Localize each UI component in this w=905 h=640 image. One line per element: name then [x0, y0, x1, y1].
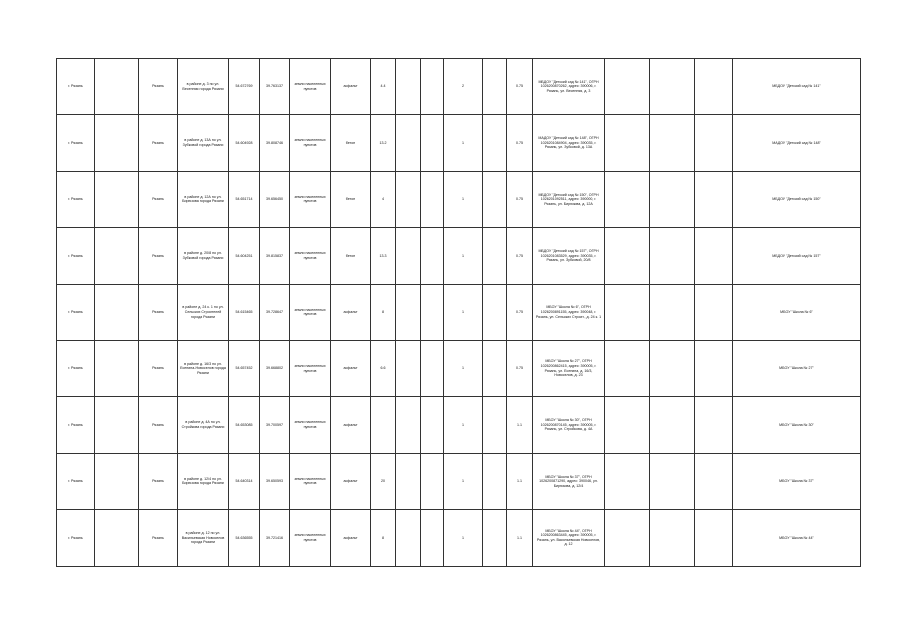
cell-empty	[695, 284, 733, 340]
cell-empty	[650, 453, 695, 509]
cell-area: 4.4	[371, 59, 396, 115]
cell-area: 6.6	[371, 340, 396, 396]
cell-empty	[483, 284, 507, 340]
cell-location: в районе д. 13А по ул. Зубковой города Рязани	[178, 115, 229, 171]
cell-empty	[95, 171, 139, 227]
cell-settlement: Рязань	[139, 510, 178, 566]
table-row	[57, 510, 861, 566]
cell-longitude: 39.815837	[260, 228, 290, 284]
cell-longitude: 39.650593	[260, 453, 290, 509]
table-row	[57, 340, 861, 396]
cell-waste-sources: МБОУ "Школа № 37"	[733, 453, 861, 509]
cell-area: 8	[371, 510, 396, 566]
cell-waste-sources: МБОУ "Школа № 44"	[733, 510, 861, 566]
table-row	[57, 284, 861, 340]
cell-surface: асфальт	[331, 340, 371, 396]
cell-settlement: Рязань	[139, 115, 178, 171]
cell-city: г. Рязань	[57, 59, 95, 115]
cell-empty	[421, 115, 444, 171]
cell-land-category: земли населенных пунктов	[290, 171, 331, 227]
cell-owner: МБОУ "Школа № 30", ОГРН 1026200870145, адрес: 390005, г. Рязань, ул. Стройкова, д. 4А	[533, 397, 605, 453]
cell-empty	[396, 59, 421, 115]
cell-surface: бетон	[331, 171, 371, 227]
cell-empty	[396, 171, 421, 227]
cell-surface: асфальт	[331, 453, 371, 509]
cell-owner: МБОУ "Школа № 27", ОГРН 1026200862415, адрес: 390005, г. Рязань, ул. Есенина, д. 16/3, Новоселов, д. 23	[533, 340, 605, 396]
cell-empty	[421, 59, 444, 115]
cell-area: 20	[371, 453, 396, 509]
cell-container-count: 1	[444, 171, 483, 227]
cell-longitude: 39.668802	[260, 340, 290, 396]
cell-empty	[421, 510, 444, 566]
cell-location: в районе д. 3 по ул. Весенняя города Рязани	[178, 59, 229, 115]
cell-empty	[483, 453, 507, 509]
cell-empty	[95, 115, 139, 171]
cell-longitude: 39.721416	[260, 510, 290, 566]
cell-empty	[483, 228, 507, 284]
cell-settlement: Рязань	[139, 228, 178, 284]
cell-empty	[483, 340, 507, 396]
cell-owner: МБОУ "Школа № 44", ОГРН 1026200863445, адрес: 390005, г. Рязань, ул. Васильевская Новоселов, д. 12	[533, 510, 605, 566]
cell-surface: бетон	[331, 115, 371, 171]
cell-area: 13.3	[371, 228, 396, 284]
waste-sites-table	[56, 58, 861, 567]
cell-empty	[605, 59, 650, 115]
cell-settlement: Рязань	[139, 171, 178, 227]
cell-empty	[650, 510, 695, 566]
cell-location: в районе д. 4А по ул. Стройкова города Рязани	[178, 397, 229, 453]
cell-empty	[605, 453, 650, 509]
table-row	[57, 397, 861, 453]
cell-location: в районе д. 16/3 по ул. Есенина-Новоселов города Рязани	[178, 340, 229, 396]
cell-waste-sources: МБДОУ "Детский сад № 150"	[733, 171, 861, 227]
cell-owner: МАДОУ "Детский сад № 148", ОГРН 1026201084904, адрес: 390035, г. Рязань, ул. Зубковой, д. 13А	[533, 115, 605, 171]
cell-container-volume: 0.75	[507, 340, 533, 396]
cell-location: в районе д. 12 по ул. Васильевская Новоселов города Рязани	[178, 510, 229, 566]
cell-longitude: 39.700597	[260, 397, 290, 453]
cell-land-category: земли населенных пунктов	[290, 115, 331, 171]
cell-location: в районе д. 20/8 по ул. Зубковой города Рязани	[178, 228, 229, 284]
cell-empty	[396, 284, 421, 340]
cell-empty	[650, 397, 695, 453]
cell-container-count: 1	[444, 228, 483, 284]
cell-empty	[95, 510, 139, 566]
cell-surface: асфальт	[331, 397, 371, 453]
cell-empty	[396, 228, 421, 284]
cell-land-category: земли населенных пунктов	[290, 59, 331, 115]
cell-empty	[396, 397, 421, 453]
cell-empty	[421, 340, 444, 396]
cell-empty	[396, 115, 421, 171]
cell-container-volume: 0.75	[507, 228, 533, 284]
cell-longitude: 39.763137	[260, 59, 290, 115]
cell-empty	[695, 228, 733, 284]
cell-empty	[695, 510, 733, 566]
cell-land-category: земли населенных пунктов	[290, 228, 331, 284]
cell-empty	[650, 115, 695, 171]
cell-empty	[605, 510, 650, 566]
cell-empty	[605, 284, 650, 340]
cell-empty	[650, 228, 695, 284]
cell-location: в районе д. 12А по ул. Бирюзова города Рязани	[178, 171, 229, 227]
cell-empty	[421, 397, 444, 453]
cell-empty	[95, 340, 139, 396]
cell-empty	[396, 340, 421, 396]
cell-city: г. Рязань	[57, 115, 95, 171]
cell-empty	[695, 171, 733, 227]
cell-city: г. Рязань	[57, 340, 95, 396]
cell-container-volume: 0.75	[507, 171, 533, 227]
cell-area: 4	[371, 171, 396, 227]
cell-owner: МБДОУ "Детский сад № 157", ОГРН 1026201083529, адрес: 390035, г. Рязань, ул. Зубковой, 20/8	[533, 228, 605, 284]
table-row	[57, 171, 861, 227]
cell-empty	[483, 171, 507, 227]
cell-latitude: 54.636555	[229, 510, 260, 566]
cell-waste-sources: МБОУ "Школа № 27"	[733, 340, 861, 396]
table-row	[57, 453, 861, 509]
cell-latitude: 54.657452	[229, 340, 260, 396]
cell-container-volume: 0.75	[507, 284, 533, 340]
cell-location: в районе д. 24 к. 1 по ул. Сельских Строителей города Рязани	[178, 284, 229, 340]
cell-city: г. Рязань	[57, 284, 95, 340]
table-row	[57, 115, 861, 171]
cell-latitude: 54.672769	[229, 59, 260, 115]
cell-container-count: 1	[444, 397, 483, 453]
cell-container-count: 1	[444, 115, 483, 171]
cell-empty	[483, 510, 507, 566]
cell-waste-sources: МБОУ "Школа № 6"	[733, 284, 861, 340]
cell-area	[371, 397, 396, 453]
cell-longitude: 39.808746	[260, 115, 290, 171]
cell-empty	[695, 59, 733, 115]
cell-owner: МБОУ "Школа № 6", ОГРН 1026200891155, адрес: 390048, г. Рязань, ул. Сельских Строит., д. 24 к. 1	[533, 284, 605, 340]
cell-owner: МБДОУ "Детский сад № 141", ОГРН 1026200870262, адрес: 390006, г. Рязань, ул. Весенняя, д. 3	[533, 59, 605, 115]
cell-empty	[650, 59, 695, 115]
cell-surface: асфальт	[331, 284, 371, 340]
cell-longitude: 39.728647	[260, 284, 290, 340]
cell-container-count: 1	[444, 510, 483, 566]
cell-container-count: 1	[444, 453, 483, 509]
cell-land-category: земли населенных пунктов	[290, 453, 331, 509]
cell-area: 13.2	[371, 115, 396, 171]
cell-longitude: 39.656450	[260, 171, 290, 227]
cell-latitude: 54.604928	[229, 115, 260, 171]
cell-empty	[421, 228, 444, 284]
cell-settlement: Рязань	[139, 340, 178, 396]
cell-empty	[396, 453, 421, 509]
cell-waste-sources: МБДОУ "Детский сад № 157"	[733, 228, 861, 284]
cell-empty	[695, 115, 733, 171]
cell-empty	[605, 171, 650, 227]
cell-land-category: земли населенных пунктов	[290, 397, 331, 453]
cell-land-category: земли населенных пунктов	[290, 340, 331, 396]
cell-empty	[396, 510, 421, 566]
cell-container-count: 1	[444, 284, 483, 340]
cell-land-category: земли населенных пунктов	[290, 510, 331, 566]
cell-waste-sources: МБОУ "Школа № 30"	[733, 397, 861, 453]
cell-empty	[605, 228, 650, 284]
cell-latitude: 54.651714	[229, 171, 260, 227]
cell-settlement: Рязань	[139, 284, 178, 340]
cell-empty	[95, 228, 139, 284]
table-row	[57, 59, 861, 115]
cell-city: г. Рязань	[57, 510, 95, 566]
cell-container-volume: 1.1	[507, 510, 533, 566]
cell-waste-sources: МБДОУ "Детский сад № 141"	[733, 59, 861, 115]
cell-waste-sources: МАДОУ "Детский сад № 148"	[733, 115, 861, 171]
cell-latitude: 54.640314	[229, 453, 260, 509]
cell-latitude: 54.604251	[229, 228, 260, 284]
cell-surface: асфальт	[331, 510, 371, 566]
cell-empty	[605, 115, 650, 171]
cell-surface: бетон	[331, 228, 371, 284]
cell-empty	[483, 115, 507, 171]
cell-city: г. Рязань	[57, 453, 95, 509]
cell-latitude: 54.653085	[229, 397, 260, 453]
cell-settlement: Рязань	[139, 453, 178, 509]
cell-container-volume: 1.1	[507, 397, 533, 453]
cell-empty	[421, 171, 444, 227]
cell-empty	[605, 340, 650, 396]
cell-latitude: 54.615465	[229, 284, 260, 340]
cell-container-count: 2	[444, 59, 483, 115]
cell-empty	[483, 59, 507, 115]
cell-owner: МБОУ "Школа № 37", ОГРН 1026200871290, адрес: 390046, ул. Бирюзова, д. 12/4	[533, 453, 605, 509]
cell-city: г. Рязань	[57, 397, 95, 453]
cell-owner: МБДОУ "Детский сад № 150", ОГРН 1026201092511, адрес: 390000, г. Рязань, ул. Бирюзова, д. 12А	[533, 171, 605, 227]
cell-empty	[421, 453, 444, 509]
cell-location: в районе д. 12/4 по ул. Бирюзова города Рязани	[178, 453, 229, 509]
cell-container-volume: 0.75	[507, 115, 533, 171]
cell-empty	[650, 171, 695, 227]
cell-empty	[95, 59, 139, 115]
cell-empty	[483, 397, 507, 453]
cell-empty	[95, 284, 139, 340]
cell-city: г. Рязань	[57, 171, 95, 227]
cell-empty	[605, 397, 650, 453]
cell-settlement: Рязань	[139, 397, 178, 453]
cell-land-category: земли населенных пунктов	[290, 284, 331, 340]
cell-empty	[650, 340, 695, 396]
cell-empty	[95, 397, 139, 453]
cell-empty	[695, 340, 733, 396]
cell-container-count: 1	[444, 340, 483, 396]
cell-area: 8	[371, 284, 396, 340]
cell-settlement: Рязань	[139, 59, 178, 115]
cell-surface: асфальт	[331, 59, 371, 115]
table-row	[57, 228, 861, 284]
cell-empty	[421, 284, 444, 340]
cell-city: г. Рязань	[57, 228, 95, 284]
cell-container-volume: 1.1	[507, 453, 533, 509]
cell-container-volume: 0.75	[507, 59, 533, 115]
cell-empty	[695, 453, 733, 509]
cell-empty	[695, 397, 733, 453]
cell-empty	[95, 453, 139, 509]
cell-empty	[650, 284, 695, 340]
